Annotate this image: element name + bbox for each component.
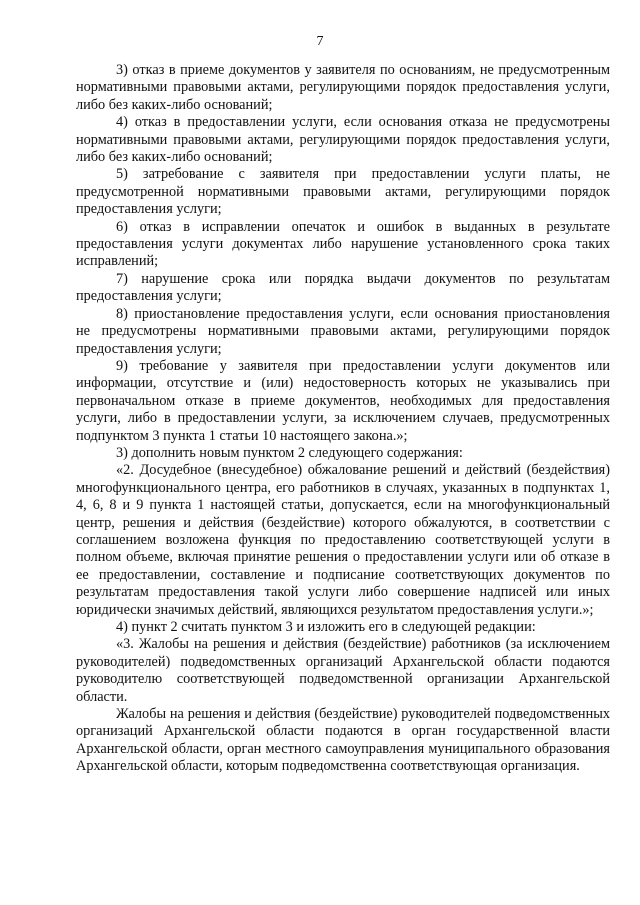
paragraph-new-point-3: «3. Жалобы на решения и действия (бездействие) работников (за исключением руководителей) подведомственных организаций Архангельской области подаются руководителю соответствующей подведомственной организации Архангельской области.: [76, 636, 610, 705]
paragraph-amendment-3: 3) дополнить новым пунктом 2 следующего содержания:: [116, 444, 463, 461]
paragraph-item-6-typo-correction-refusal: 6) отказ в исправлении опечаток и ошибок в выданных в результате предоставления услуги документах либо нарушение установленного срока таких исправлений;: [76, 218, 610, 270]
paragraph-new-point-2: «2. Досудебное (внесудебное) обжалование решений и действий (бездействия) многофункционального центра, его работников в случаях, указанных в подпунктах 1, 4, 6, 8 и 9 пункта 1 настоящей статьи, допускается, если на многофункциональный центр, решения и действия (бездействие) которого обжалуются, в соответствии с соглашением возложена функция по предоставлению соответствующей услуги в полном объеме, включая принятие решения о предоставлении услуги или об отказе в ее предоставлении, составление и подписание соответствующих документов по результатам предоставления такой услуги либо совершение надписей или иных юридически значимых действий, являющихся результатом предоставления услуги.»;: [76, 462, 610, 618]
paragraph-item-7-issuance-deadline: 7) нарушение срока или порядка выдачи документов по результатам предоставления услуги;: [76, 270, 610, 305]
paragraph-item-4-refusal-of-service: 4) отказ в предоставлении услуги, если основания отказа не предусмотрены нормативными правовыми актами, регулирующими порядок предоставления услуги, либо без каких-либо оснований;: [76, 114, 610, 166]
paragraph-complaints-managers: Жалобы на решения и действия (бездействие) руководителей подведомственных организаций Архангельской области подаются в орган государственной власти Архангельской области, орган местного самоуправления муниципального образования Архангельской области, которым подведомственна соответствующая организация.: [76, 706, 610, 775]
paragraph-item-3-refusal-to-accept: 3) отказ в приеме документов у заявителя по основаниям, не предусмотренным нормативными правовыми актами, регулирующими порядок предоставления услуги, либо без каких-либо оснований;: [76, 62, 610, 113]
paragraph-item-8-suspension: 8) приостановление предоставления услуги, если основания приостановления не предусмотрены нормативными правовыми актами, регулирующими порядок предоставления услуги;: [76, 305, 610, 357]
paragraph-item-5-fee-demand: 5) затребование с заявителя при предоставлении услуги платы, не предусмотренной нормативными правовыми актами, регулирующими порядок предоставления услуги;: [76, 166, 610, 218]
page-number: 7: [316, 34, 324, 49]
document-body: [76, 62, 610, 776]
paragraph-amendment-4: 4) пункт 2 считать пунктом 3 и изложить его в следующей редакции:: [116, 619, 536, 635]
paragraph-item-9-document-demand: 9) требование у заявителя при предоставлении услуги документов или информации, отсутствие и (или) недостоверность которых не указывались при первоначальном отказе в приеме документов, необходимых для предоставления услуги, либо в предоставлении услуги, за исключением случаев, предусмотренных подпунктом 3 пункта 1 статьи 10 настоящего закона.»;: [76, 357, 610, 444]
